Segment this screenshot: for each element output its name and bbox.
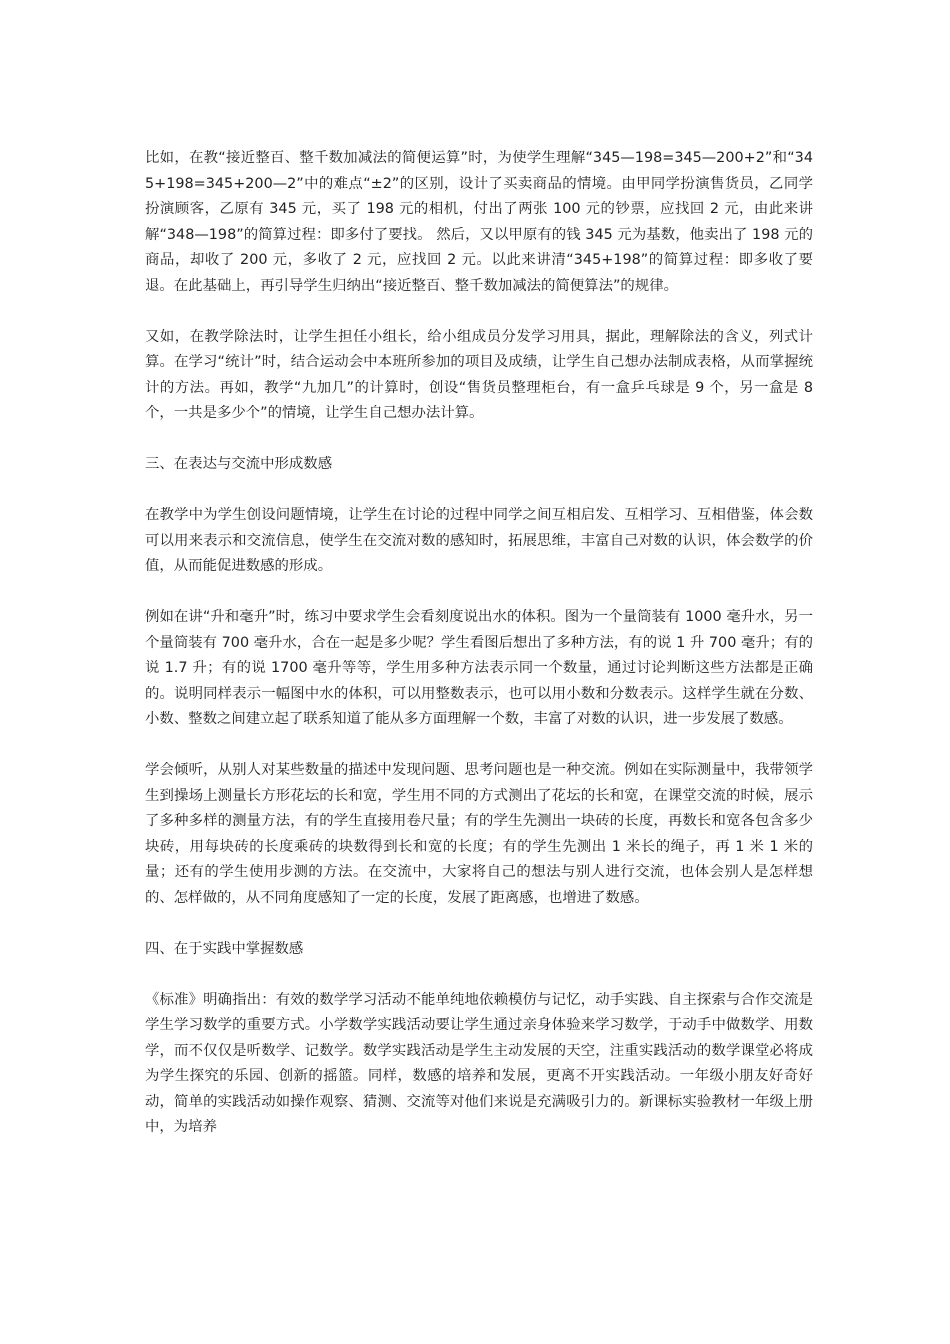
paragraph-practice-activities: 《标准》明确指出：有效的数学学习活动不能单纯地依赖模仿与记忆，动手实践、自主探索与合作交流是学生学习数学的重要方式。小学数学实践活动要让学生通过亲身体验来学习数学，于动手中做数学、用数学，而不仅仅是听数学、记数学。数学实践活动是学生主动发展的天空，注重实践活动的数学课堂必将成为学生探究的乐园、创新的摇篮。同样，数感的培养和发展，更离不开实践活动。一年级小朋友好奇好动，简单的实践活动如操作观察、猜测、交流等对他们来说是充满吸引力的。新课标实验教材一年级上册中，为培养 bbox=[145, 991, 813, 1135]
paragraph-example-addition: 比如，在教“接近整百、整千数加减法的简便运算”时，为使学生理解“345—198=345—200+2”和“345+198=345+200—2”中的难点“±2”的区别，设计了买卖商品的情境。由甲同学扮演售货员，乙同学扮演顾客，乙原有 345 元，买了 198 元的相机，付出了两张 100 元的钞票，应找回 2 元，由此来讲解“348—198”的简算过程：即多付了要找。 然后，又以甲原有的钱 345 元为基数，他卖出了 198 元的商品，却收了 200 元，多收了 2 元，应找回 2 元。以此来讲清“345+198”的简算过程：即多收了要退。在此基础上，再引导学生归纳出“接近整百、整千数加减法的简便算法”的规律。 bbox=[145, 150, 813, 294]
section-heading-3: 三、在表达与交流中形成数感 bbox=[145, 456, 333, 472]
paragraph-listening-measuring: 学会倾听，从别人对某些数量的描述中发现问题、思考问题也是一种交流。例如在实际测量中，我带领学生到操场上测量长方形花坛的长和宽，学生用不同的方式测出了花坛的长和宽，在课堂交流的时候，展示了多种多样的测量方法，有的学生直接用卷尺量；有的学生先测出一块砖的长度，再数长和宽各包含多少块砖，用每块砖的长度乘砖的块数得到长和宽的长度；有的学生先测出 1 米长的绳子，再 1 米 1 米的量；还有的学生使用步测的方法。在交流中，大家将自己的想法与别人进行交流，也体会别人是怎样想的、怎样做的，从不同角度感知了一定的长度，发展了距离感，也增进了数感。 bbox=[145, 762, 813, 906]
paragraph-problem-situation: 在教学中为学生创设问题情境，让学生在讨论的过程中同学之间互相启发、互相学习、互相借鉴，体会数可以用来表示和交流信息，使学生在交流对数的感知时，拓展思维，丰富自己对数的认识，体会数学的价值，从而能促进数感的形成。 bbox=[145, 507, 813, 574]
document-body bbox=[145, 146, 813, 1166]
section-heading-4: 四、在于实践中掌握数感 bbox=[145, 940, 304, 957]
paragraph-liters-milliliters: 例如在讲“升和毫升”时，练习中要求学生会看刻度说出水的体积。图为一个量筒装有 1000 毫升水，另一个量筒装有 700 毫升水，合在一起是多少呢？学生看图后想出了多种方法，有的说 1 升 700 毫升；有的说 1.7 升；有的说 1700 毫升等等，学生用多种方法表示同一个数量，通过讨论判断这些方法都是正确的。说明同样表示一幅图中水的体积，可以用整数表示，也可以用小数和分数表示。这样学生就在分数、小数、整数之间建立起了联系知道了能从多方面理解一个数，丰富了对数的认识，进一步发展了数感。 bbox=[145, 609, 813, 727]
paragraph-example-division: 又如，在教学除法时，让学生担任小组长，给小组成员分发学习用具，据此，理解除法的含义，列式计算。在学习“统计”时，结合运动会中本班所参加的项目及成绩，让学生自己想办法制成表格，从而掌握统计的方法。再如，教学“九加几”的计算时，创设“售货员整理柜台，有一盒乒乓球是 9 个，另一盒是 8 个，一共是多少个”的情境，让学生自己想办法计算。 bbox=[145, 328, 813, 421]
